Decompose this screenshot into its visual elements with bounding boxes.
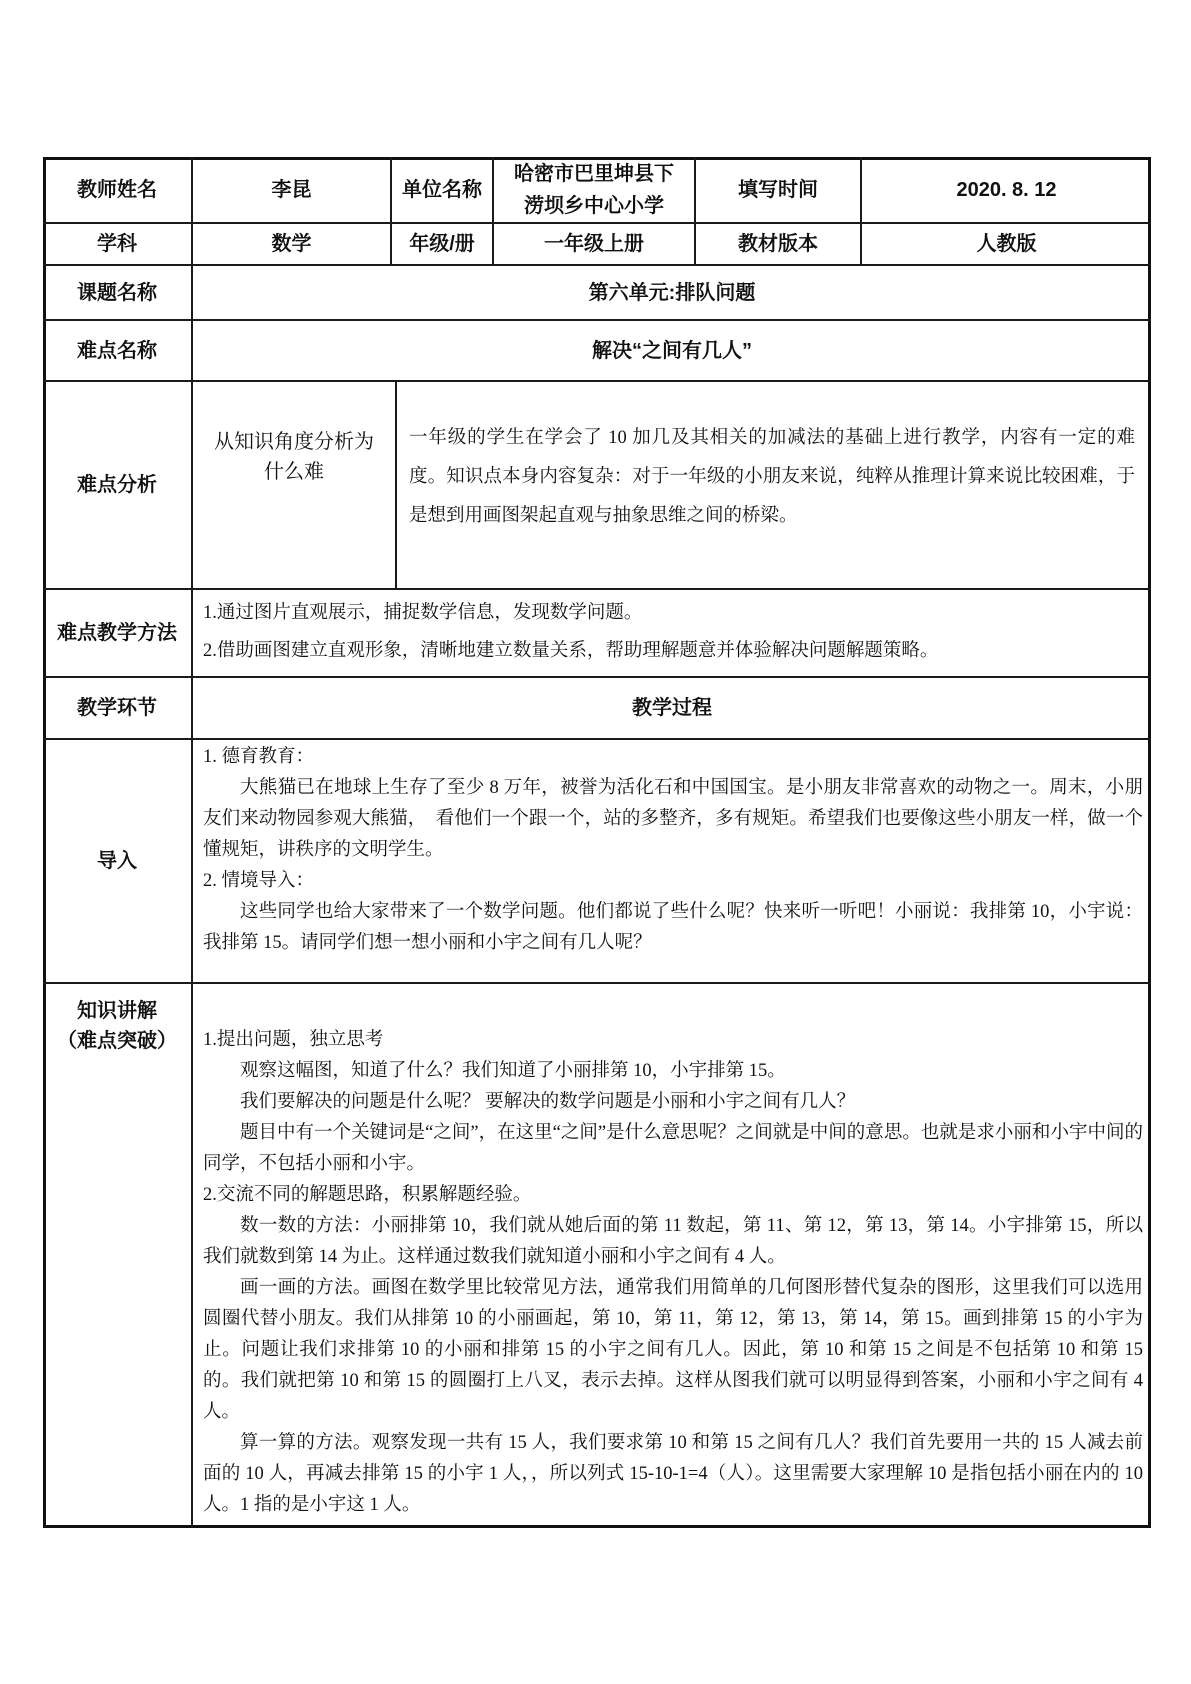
intro-label: 导入 [97,850,137,872]
stage-header: 教学环节 [77,697,157,719]
teacher-name-value: 李昆 [271,178,312,201]
intro-line: 这些同学也给大家带来了一个数学问题。他们都说了些什么呢？快来听一听吧！小丽说：我排第 10，小宇说：我排第 15。请同学们想一想小丽和小宇之间有几人呢？ [203,902,1143,953]
knowledge-label-line2: （难点突破） [57,1030,177,1052]
method-line: 1.通过图片直观展示，捕捉数学信息，发现数学问题。 [203,603,643,623]
row-divider [43,738,1151,740]
analysis-sub-label: 从知识角度分析为什么难 [214,431,374,483]
knowledge-text [203,1025,1143,1525]
difficulty-label: 难点名称 [77,339,157,362]
row-divider [43,588,1151,590]
knowledge-label-line1: 知识讲解 [77,1000,157,1022]
knowledge-line: 2.交流不同的解题思路，积累解题经验。 [203,1185,532,1205]
lesson-plan-table [43,157,1151,1528]
knowledge-line: 算一算的方法。观察发现一共有 15 人，我们要求第 10 和第 15 之间有几人？我们首先要用一共的 15 人减去前面的 10 人，再减去排第 15 的小宇 1 人，，所以列式 15-10-1=4（人）。这里需要大家理解 10 是指包括小丽在内的 10 人。1 指的是小宇这 1 人。 [203,1433,1143,1515]
method-text [203,594,1143,674]
subject-label: 学科 [97,233,137,255]
knowledge-line: 1.提出问题，独立思考 [203,1030,384,1050]
knowledge-line: 数一数的方法：小丽排第 10，我们就从她后面的第 11 数起，第 11、第 12，第 13，第 14。小宇排第 15，所以我们就数到第 14 为止。这样通过数我们就知道小丽和小宇之间有 4 人。 [203,1216,1143,1267]
analysis-label: 难点分析 [77,474,157,496]
teacher-name-label: 教师姓名 [77,178,157,201]
method-line: 2.借助画图建立直观形象，清晰地建立数量关系，帮助理解题意并体验解决问题解题策略。 [203,641,939,661]
knowledge-label [43,984,191,1064]
method-label: 难点教学方法 [57,622,177,644]
grade-label: 年级/册 [409,233,475,255]
unit-name-value: 哈密市巴里坤县下涝坝乡中心小学 [514,162,674,217]
row-divider [43,982,1151,984]
knowledge-line: 观察这幅图，知道了什么？我们知道了小丽排第 10，小宇排第 15。 [240,1061,786,1081]
topic-label: 课题名称 [77,281,157,304]
topic-value: 第六单元:排队问题 [588,281,756,304]
intro-line: 大熊猫已在地球上生存了至少 8 万年，被誉为活化石和中国国宝。是小朋友非常喜欢的动物之一。周末，小朋友们来动物园参观大熊猫， 看他们一个跟一个，站的多整齐，多有规矩。希望我们也要像这些小朋友一样，做一个懂规矩，讲秩序的文明学生。 [203,778,1143,860]
edition-value: 人教版 [976,233,1037,255]
subject-value: 数学 [271,233,312,255]
intro-line: 1. 德育教育： [203,747,315,767]
process-header: 教学过程 [632,697,712,719]
unit-name-label: 单位名称 [402,178,482,201]
intro-line: 2. 情境导入： [203,871,315,891]
analysis-text: 一年级的学生在学会了 10 加几及其相关的加减法的基础上进行教学，内容有一定的难度。知识点本身内容复杂：对于一年级的小朋友来说，纯粹从推理计算来说比较困难，于是想到用画图架起直观与抽象思维之间的桥梁。 [409,428,1135,526]
grade-value: 一年级上册 [544,233,644,255]
fill-date-value: 2020. 8. 12 [956,178,1057,201]
edition-label: 教材版本 [738,233,818,255]
fill-date-label: 填写时间 [738,178,818,201]
row-divider [43,380,1151,382]
knowledge-line: 画一画的方法。画图在数学里比较常见方法，通常我们用简单的几何图形替代复杂的图形，这里我们可以选用圆圈代替小朋友。我们从排第 10 的小丽画起，第 10，第 11，第 12，第 13，第 14，第 15。画到排第 15 的小宇为止。问题让我们求排第 10 的小丽和排第 15 的小宇之间有几人。因此，第 10 和第 15 之间是不包括第 10 和第 15 的。我们就把第 10 和第 15 的圆圈打上八叉，表示去掉。这样从图我们就可以明显得到答案，小丽和小宇之间有 4 人。 [203,1278,1143,1422]
knowledge-line: 我们要解决的问题是什么呢？ 要解决的数学问题是小丽和小宇之间有几人？ [240,1092,856,1112]
column-divider [395,380,397,588]
knowledge-line: 题目中有一个关键词是“之间”，在这里“之间”是什么意思呢？之间就是中间的意思。也就是求小丽和小宇中间的同学，不包括小丽和小宇。 [203,1123,1143,1174]
difficulty-value: 解决“之间有几人” [592,339,752,362]
intro-text [203,742,1143,978]
